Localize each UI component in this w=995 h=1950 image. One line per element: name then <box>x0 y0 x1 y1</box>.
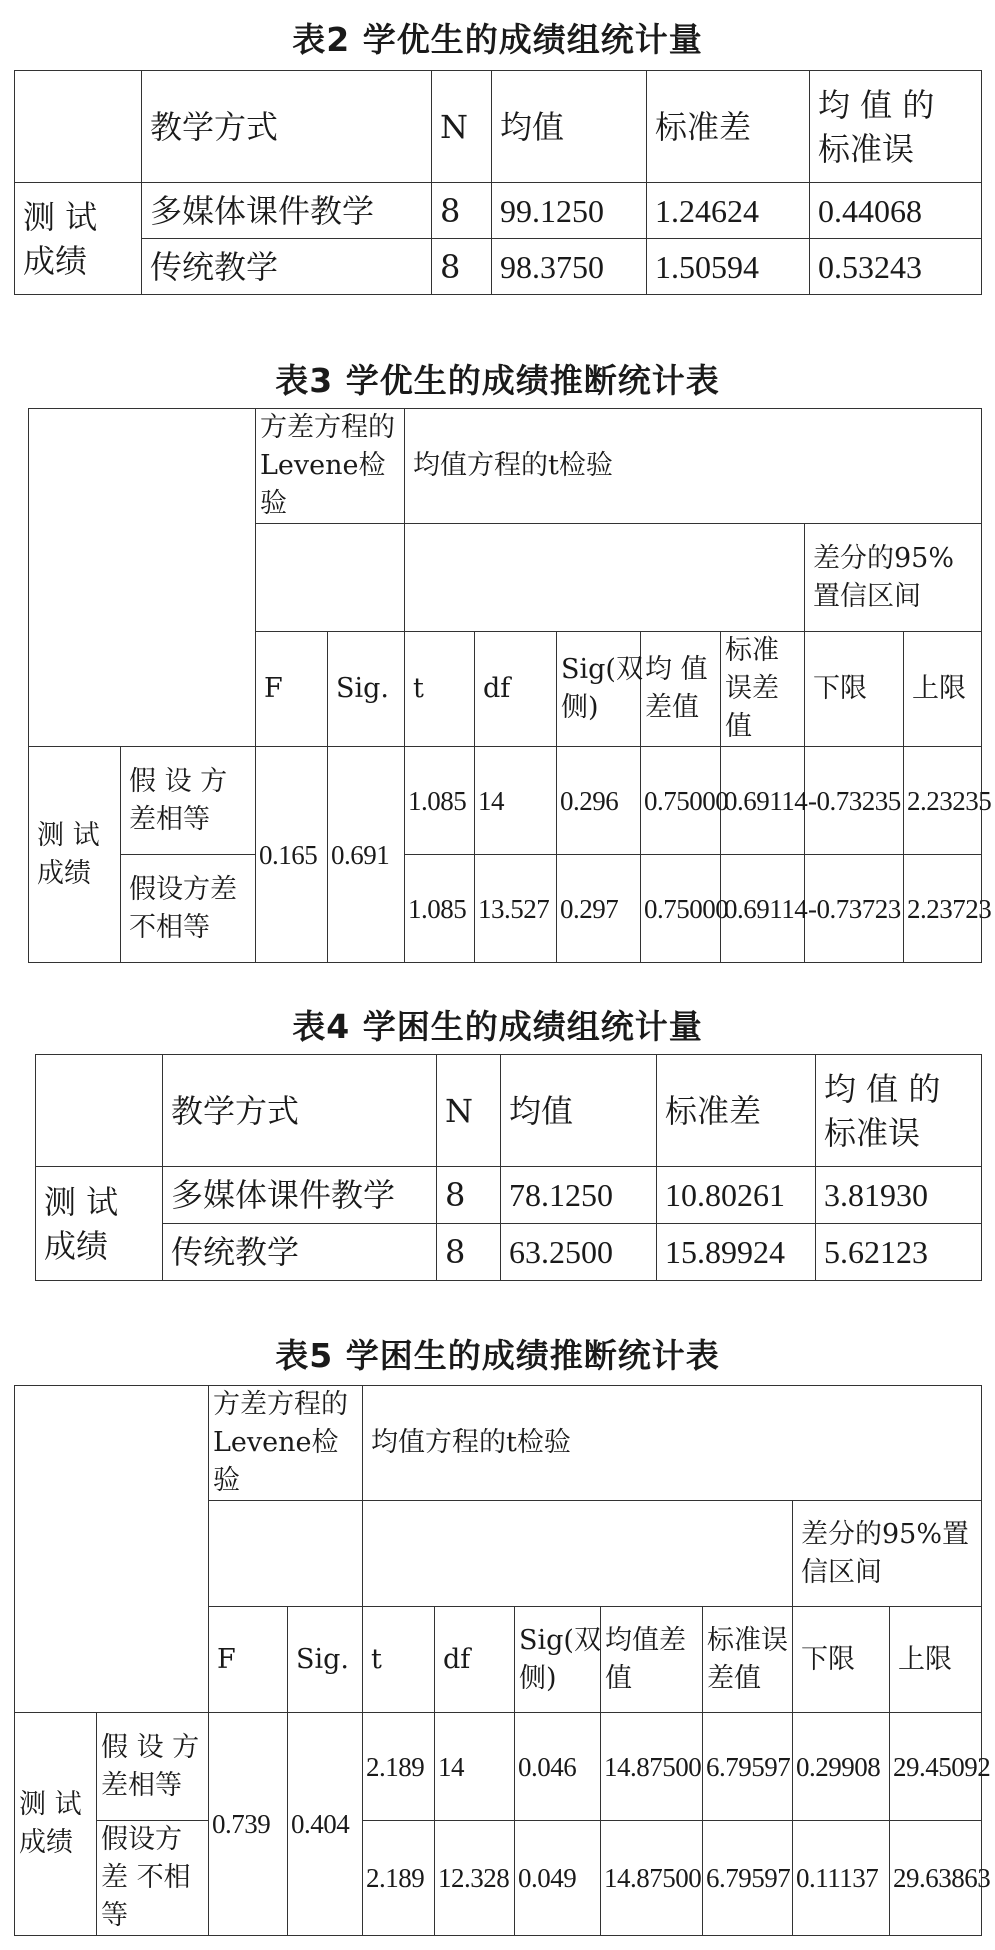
table3-header: 均 值 差值 <box>641 632 721 747</box>
table5-cell: 29.45092 <box>890 1713 982 1821</box>
table5-cell: 29.63863 <box>890 1821 982 1936</box>
table4-caption: 表4 学困生的成绩组统计量 <box>292 1007 703 1046</box>
table3-sub-label: 假 设 方 差相等 <box>121 747 256 855</box>
table5-cell: 0.11137 <box>793 1821 890 1936</box>
table5-header: t <box>363 1607 435 1713</box>
table3 <box>28 408 992 963</box>
table5-cell: 2.189 <box>363 1821 435 1936</box>
table2-row-label: 测 试 成绩 <box>15 183 142 295</box>
table2-cell: 98.3750 <box>492 239 647 295</box>
table5-header: 上限 <box>890 1607 982 1713</box>
table4-header: N <box>437 1055 501 1167</box>
table5-ttest-header: 均值方程的t检验 <box>363 1386 982 1501</box>
table4-corner <box>36 1055 163 1167</box>
table2-caption: 表2 学优生的成绩组统计量 <box>292 20 703 59</box>
table2-header: 均值 <box>492 71 647 183</box>
table5-cell: 12.328 <box>435 1821 515 1936</box>
table4-cell: 10.80261 <box>657 1167 816 1224</box>
table4-header: 标准差 <box>657 1055 816 1167</box>
table5-header: Sig(双侧) <box>515 1607 601 1713</box>
table2-cell: 传统教学 <box>142 239 432 295</box>
table3-row-label: 测 试 成绩 <box>29 747 121 963</box>
table4-cell: 多媒体课件教学 <box>163 1167 437 1224</box>
table3-blank <box>256 524 405 632</box>
table2-cell: 99.1250 <box>492 183 647 239</box>
table3-cell: 13.527 <box>475 855 557 963</box>
table5-cell: 6.79597 <box>703 1713 793 1821</box>
table3-header: df <box>475 632 557 747</box>
table5-row-label: 测 试 成绩 <box>15 1713 97 1936</box>
table2-header: 标准差 <box>647 71 810 183</box>
table3-header: t <box>405 632 475 747</box>
table4-cell: 15.89924 <box>657 1224 816 1281</box>
table3-corner <box>29 409 256 747</box>
table3-header: 下限 <box>805 632 904 747</box>
table2-cell: 多媒体课件教学 <box>142 183 432 239</box>
table3-ci-header: 差分的95% 置信区间 <box>805 524 982 632</box>
table5-cell: 0.29908 <box>793 1713 890 1821</box>
table2-header: 教学方式 <box>142 71 432 183</box>
table4-header: 教学方式 <box>163 1055 437 1167</box>
table3-header: 标准误差值 <box>721 632 805 747</box>
table5-header: 下限 <box>793 1607 890 1713</box>
table5-cell: 14.87500 <box>601 1713 703 1821</box>
table5-header: df <box>435 1607 515 1713</box>
table4-header: 均值 <box>501 1055 657 1167</box>
table2 <box>14 70 982 295</box>
table3-sig-value: 0.691 <box>328 747 405 963</box>
table3-cell: 2.23723 <box>904 855 982 963</box>
table3-blank <box>405 524 805 632</box>
table3-header: Sig. <box>328 632 405 747</box>
table5-sub-label: 假设方差 不相等 <box>97 1821 209 1936</box>
table2-cell: 1.24624 <box>647 183 810 239</box>
table4-cell: 5.62123 <box>816 1224 982 1281</box>
table5-ci-header: 差分的95%置 信区间 <box>793 1501 982 1607</box>
table4-cell: 63.2500 <box>501 1224 657 1281</box>
table3-cell: 2.23235 <box>904 747 982 855</box>
table5-blank <box>363 1501 793 1607</box>
table4-cell: 8 <box>437 1224 501 1281</box>
table3-cell: 0.75000 <box>641 855 721 963</box>
table5-cell: 0.049 <box>515 1821 601 1936</box>
table3-cell: 0.69114 <box>721 855 805 963</box>
table5-corner <box>15 1386 209 1713</box>
table2-corner <box>15 71 142 183</box>
table2-cell: 0.53243 <box>810 239 982 295</box>
table5-cell: 6.79597 <box>703 1821 793 1936</box>
table4 <box>35 1054 982 1281</box>
table3-cell: 0.296 <box>557 747 641 855</box>
table5-cell: 0.046 <box>515 1713 601 1821</box>
table3-cell: -0.73235 <box>805 747 904 855</box>
table2-cell: 8 <box>432 183 492 239</box>
table3-levene-header: 方差方程的 Levene检验 <box>256 409 405 524</box>
table3-sub-label: 假设方差 不相等 <box>121 855 256 963</box>
table3-ttest-header: 均值方程的t检验 <box>405 409 982 524</box>
table5-sig-value: 0.404 <box>288 1713 363 1936</box>
table5-header: 标准误差值 <box>703 1607 793 1713</box>
table3-cell: 0.297 <box>557 855 641 963</box>
table5-blank <box>209 1501 363 1607</box>
table5-header: 均值差值 <box>601 1607 703 1713</box>
table3-cell: 1.085 <box>405 747 475 855</box>
table4-cell: 8 <box>437 1167 501 1224</box>
table3-cell: 14 <box>475 747 557 855</box>
table5-sub-label: 假 设 方 差相等 <box>97 1713 209 1821</box>
table4-row-label: 测 试 成绩 <box>36 1167 163 1281</box>
table3-cell: 0.69114 <box>721 747 805 855</box>
table4-cell: 78.1250 <box>501 1167 657 1224</box>
table5-header: F <box>209 1607 288 1713</box>
table3-cell: 0.75000 <box>641 747 721 855</box>
table5-cell: 14 <box>435 1713 515 1821</box>
table4-header: 均 值 的 标准误 <box>816 1055 982 1167</box>
table3-f-value: 0.165 <box>256 747 328 963</box>
table2-cell: 8 <box>432 239 492 295</box>
table5-f-value: 0.739 <box>209 1713 288 1936</box>
table3-header: Sig(双侧) <box>557 632 641 747</box>
table5 <box>14 1385 991 1936</box>
table5-cell: 2.189 <box>363 1713 435 1821</box>
table3-header: 上限 <box>904 632 982 747</box>
table5-levene-header: 方差方程的 Levene检验 <box>209 1386 363 1501</box>
table2-cell: 0.44068 <box>810 183 982 239</box>
table2-header: 均 值 的 标准误 <box>810 71 982 183</box>
table5-caption: 表5 学困生的成绩推断统计表 <box>275 1336 720 1375</box>
table4-cell: 传统教学 <box>163 1224 437 1281</box>
table3-caption: 表3 学优生的成绩推断统计表 <box>275 361 720 400</box>
table2-header: N <box>432 71 492 183</box>
table5-cell: 14.87500 <box>601 1821 703 1936</box>
table3-header: F <box>256 632 328 747</box>
table5-header: Sig. <box>288 1607 363 1713</box>
table3-cell: 1.085 <box>405 855 475 963</box>
table4-cell: 3.81930 <box>816 1167 982 1224</box>
table3-cell: -0.73723 <box>805 855 904 963</box>
table2-cell: 1.50594 <box>647 239 810 295</box>
